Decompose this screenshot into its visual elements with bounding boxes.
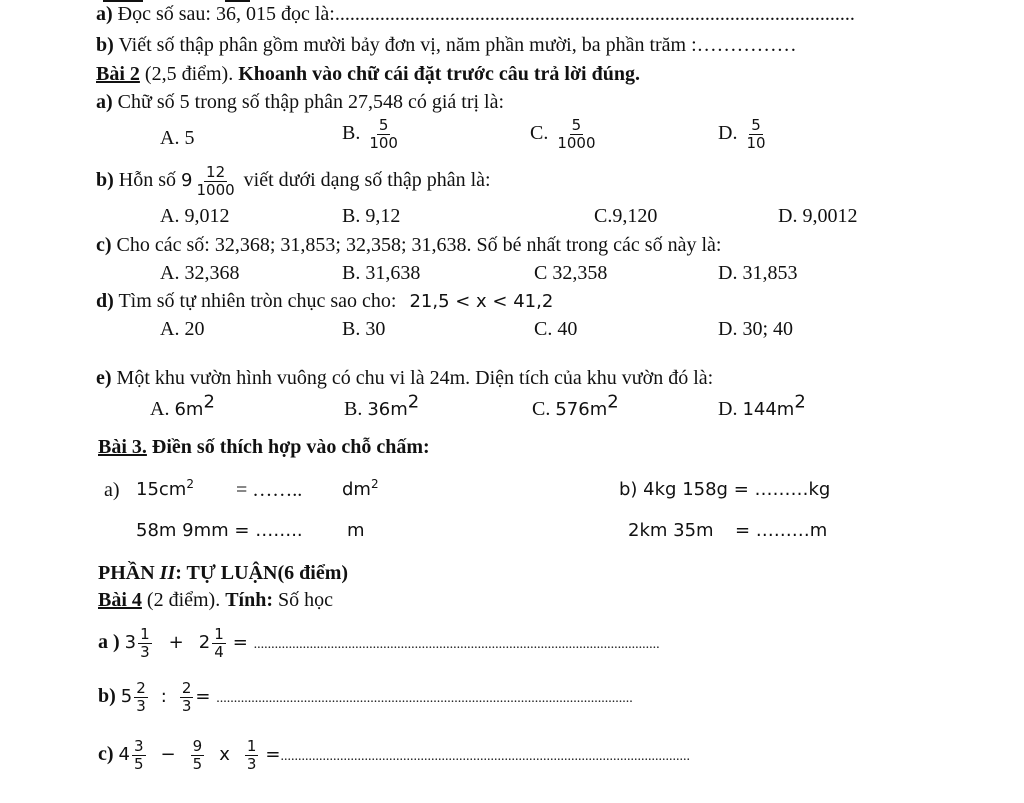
bai2-c-option-a: A. 32,368	[160, 262, 240, 284]
fraction	[194, 164, 236, 199]
fraction-denominator: 1000	[196, 180, 235, 199]
bai2-d-label: d)	[96, 290, 114, 312]
bai2-e-option-d	[718, 391, 806, 422]
equals: =	[265, 744, 281, 765]
fraction-denominator: 5	[134, 754, 144, 773]
bai2-b-text-post: viết dưới dạng số thập phân là:	[238, 169, 491, 191]
bai2-a-question	[96, 90, 504, 114]
bai2-c-option-c: C 32,358	[534, 262, 608, 284]
mixed-whole: 9	[181, 170, 193, 191]
bai2-e-option-c	[532, 391, 619, 422]
answer-dots: .....................................................................................................................	[280, 749, 690, 764]
bai2-c-question	[96, 233, 721, 257]
bai2-e-option-a	[150, 391, 215, 422]
bai2-b-label: b)	[96, 169, 114, 191]
option-letter: B.	[342, 122, 361, 144]
bai3-a2-unit: m	[347, 520, 365, 541]
mixed-whole: 3	[124, 632, 137, 653]
bai2-d-option-b: B. 30	[342, 318, 386, 340]
fraction-denominator: 3	[181, 696, 192, 715]
bai4-b	[98, 676, 633, 719]
fraction	[138, 626, 152, 661]
bai2-d-text: Tìm số tự nhiên tròn chục sao cho:	[118, 290, 397, 312]
superscript: 2	[203, 391, 215, 413]
fraction	[245, 738, 259, 773]
q1-a-text: Đọc số sau: 36, 015 đọc là:	[117, 3, 335, 25]
fraction-numerator: 1	[214, 624, 224, 643]
q1-b-dots: ……………	[696, 34, 797, 56]
option-letter: D.	[718, 122, 738, 144]
part-2-title-roman: II	[159, 562, 176, 584]
bai2-b-question	[96, 163, 491, 199]
bai2-e-label: e)	[96, 367, 112, 389]
bai3-title: Bài 3.	[98, 436, 147, 458]
bai4-c-label: c)	[98, 743, 114, 765]
bai2-c-label: c)	[96, 234, 112, 256]
bai4-b-label: b)	[98, 685, 116, 707]
operator: −	[160, 744, 176, 765]
mixed-whole: 4	[118, 744, 130, 765]
bai3-heading	[98, 435, 430, 459]
bai3-a1-unit	[342, 478, 379, 502]
equals: =	[195, 686, 217, 707]
bai2-b-option-a: A. 9,012	[160, 205, 230, 227]
superscript: 2	[407, 391, 420, 413]
operator: :	[160, 686, 167, 707]
fraction-denominator: 3	[136, 696, 146, 715]
fraction	[180, 680, 194, 715]
q1-a	[96, 2, 855, 26]
fraction-numerator: 12	[206, 162, 226, 181]
bai2-e-option-b	[344, 391, 420, 422]
bai3-a1-value: 15cm	[136, 479, 187, 500]
bai4-points: (2 điểm).	[141, 589, 226, 611]
option-value: 576m	[555, 399, 608, 420]
bai2-a-option-c	[530, 116, 600, 152]
fraction-denominator: 10	[746, 133, 766, 152]
fraction-denominator: 4	[214, 642, 224, 661]
fraction-numerator: 1	[246, 736, 257, 755]
bai2-c-option-b: B. 31,638	[342, 262, 421, 284]
fraction-numerator: 3	[134, 736, 144, 755]
part-2-title	[98, 561, 348, 585]
fraction	[132, 738, 146, 773]
bai4-c	[98, 734, 690, 777]
bai4-a-label: a )	[98, 631, 120, 653]
bai3-a1-unit-text: dm	[342, 479, 371, 500]
fraction-denominator: 3	[246, 754, 257, 773]
bai2-d-question	[96, 289, 553, 314]
operator: +	[168, 632, 184, 653]
fraction-numerator: 2	[136, 678, 146, 697]
bai3-a2-left: 58m 9mm = ……..	[136, 520, 303, 541]
bai2-e-text: Một khu vườn hình vuông có chu vi là 24m. Diện tích của khu vườn đó là:	[116, 367, 714, 389]
option-value: 36m	[367, 399, 408, 420]
operator: x	[219, 744, 230, 765]
fraction-denominator: 100	[369, 133, 398, 152]
bai3-a-label: a)	[104, 479, 120, 501]
q1-a-label: a)	[96, 3, 113, 25]
bai2-a-text: Chữ số 5 trong số thập phân 27,548 có giá trị là:	[117, 91, 505, 113]
q1-a-dots: ........................................................................................................	[334, 3, 855, 25]
part-2-title-post: : TỰ LUẬN(6 điểm)	[175, 562, 349, 584]
fraction	[212, 626, 226, 661]
bai2-d-option-d: D. 30; 40	[718, 318, 793, 340]
answer-dots: .......................................................................................................................	[216, 691, 633, 706]
q1-b	[96, 33, 797, 57]
bai2-a-option-a: A. 5	[160, 127, 195, 149]
fraction-denominator: 5	[192, 754, 203, 773]
bai2-e-question	[96, 366, 713, 390]
bai2-b-option-c: C.9,120	[594, 205, 658, 227]
option-letter: A.	[150, 398, 170, 420]
equals: =	[232, 632, 254, 653]
fraction	[744, 117, 767, 152]
fraction	[367, 117, 400, 152]
bai2-a-label: a)	[96, 91, 113, 113]
bai4-a	[98, 622, 660, 665]
fraction-numerator: 9	[192, 736, 203, 755]
fraction	[134, 680, 148, 715]
bai2-title: Bài 2	[96, 63, 140, 85]
bai2-b-option-b: B. 9,12	[342, 205, 401, 227]
superscript: 2	[370, 477, 379, 491]
fraction-denominator: 3	[140, 642, 150, 661]
bai4-subject: Số học	[278, 589, 334, 611]
bai3-b1: b) 4kg 158g = ………kg	[619, 479, 831, 500]
option-letter: C.	[532, 398, 551, 420]
option-value: 144m	[742, 399, 795, 420]
bai2-instruction: Khoanh vào chữ cái đặt trước câu trả lời đúng.	[238, 63, 640, 85]
bai4-calc: Tính:	[225, 589, 279, 611]
bai2-c-option-d: D. 31,853	[718, 262, 798, 284]
part-2-title-pre: PHẦN	[98, 562, 160, 584]
option-letter: C.	[530, 122, 549, 144]
mixed-whole: 5	[120, 686, 133, 707]
superscript: 2	[186, 477, 194, 491]
superscript: 2	[607, 391, 619, 413]
bai2-c-text: Cho các số: 32,368; 31,853; 32,358; 31,638. Số bé nhất trong các số này là:	[116, 234, 722, 256]
bai2-points: (2,5 điểm).	[139, 63, 239, 85]
bai2-d-expression: 21,5 < x < 41,2	[409, 291, 554, 312]
bai2-d-option-a: A. 20	[160, 318, 205, 340]
fraction-numerator: 1	[140, 624, 150, 643]
bai4-title: Bài 4	[98, 589, 142, 611]
bai4-heading	[98, 588, 333, 612]
bai3-b2-left: 2km 35m	[628, 520, 714, 541]
fraction	[191, 738, 205, 773]
fraction-denominator: 1000	[557, 133, 596, 152]
q1-b-label: b)	[96, 34, 114, 56]
fraction-numerator: 5	[378, 115, 389, 134]
answer-dots: ....................................................................................................................	[253, 637, 660, 652]
option-letter: D.	[718, 398, 738, 420]
bai3-a1-left	[136, 478, 194, 502]
bai2-b-option-d: D. 9,0012	[778, 205, 858, 227]
bai2-d-option-c: C. 40	[534, 318, 578, 340]
fraction-numerator: 5	[571, 115, 582, 134]
fraction-numerator: 5	[751, 115, 761, 134]
bai3-a1-eq: = ……..	[236, 479, 303, 501]
option-value: 6m	[174, 399, 204, 420]
q1-b-text: Viết số thập phân gồm mười bảy đơn vị, năm phần mười, ba phần trăm :	[118, 34, 697, 56]
bai3-b2-eq: = ………m	[735, 520, 828, 541]
option-letter: B.	[344, 398, 363, 420]
fraction-numerator: 2	[181, 678, 192, 697]
fraction	[555, 117, 597, 152]
mixed-whole: 2	[198, 632, 211, 653]
bai2-a-option-b	[342, 116, 402, 152]
superscript: 2	[794, 391, 806, 413]
bai3-instruction: Điền số thích hợp vào chỗ chấm:	[146, 436, 430, 458]
bai2-heading	[96, 62, 640, 86]
bai2-b-text-pre: Hỗn số	[118, 169, 182, 191]
bai2-a-option-d	[718, 116, 770, 152]
